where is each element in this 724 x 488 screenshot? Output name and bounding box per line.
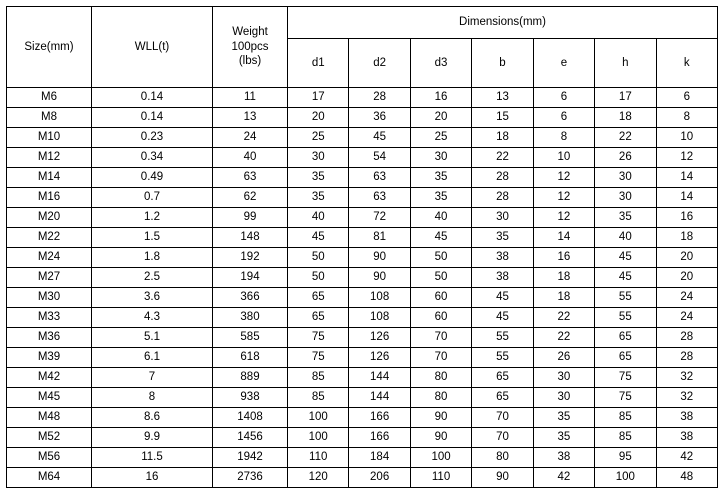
- cell-size: M64: [7, 468, 92, 488]
- table-row: [7, 128, 718, 148]
- cell-e: 8: [533, 128, 594, 148]
- cell-d3: 30: [410, 148, 471, 168]
- cell-wll: 0.23: [92, 128, 213, 148]
- table-row: [7, 308, 718, 328]
- cell-k: 38: [656, 428, 717, 448]
- cell-d1: 65: [288, 288, 349, 308]
- cell-h: 75: [595, 388, 656, 408]
- cell-size: M42: [7, 368, 92, 388]
- cell-wll: 0.14: [92, 108, 213, 128]
- cell-k: 32: [656, 388, 717, 408]
- cell-d1: 20: [288, 108, 349, 128]
- table-row: [7, 288, 718, 308]
- cell-d1: 110: [288, 448, 349, 468]
- column-header-d2: d2: [349, 38, 410, 87]
- cell-d2: 144: [349, 388, 410, 408]
- cell-d3: 90: [410, 428, 471, 448]
- cell-d1: 75: [288, 328, 349, 348]
- cell-d3: 60: [410, 288, 471, 308]
- cell-h: 55: [595, 308, 656, 328]
- cell-weight: 148: [213, 228, 288, 248]
- cell-d1: 100: [288, 428, 349, 448]
- cell-size: M48: [7, 408, 92, 428]
- cell-size: M33: [7, 308, 92, 328]
- cell-d3: 16: [410, 88, 471, 108]
- cell-k: 8: [656, 108, 717, 128]
- cell-d3: 70: [410, 348, 471, 368]
- cell-e: 6: [533, 88, 594, 108]
- cell-b: 28: [472, 188, 533, 208]
- table-body: [7, 88, 718, 488]
- cell-wll: 0.34: [92, 148, 213, 168]
- cell-d1: 30: [288, 148, 349, 168]
- cell-size: M39: [7, 348, 92, 368]
- cell-e: 22: [533, 308, 594, 328]
- cell-h: 45: [595, 268, 656, 288]
- cell-h: 85: [595, 408, 656, 428]
- cell-h: 30: [595, 188, 656, 208]
- cell-size: M52: [7, 428, 92, 448]
- table-row: [7, 148, 718, 168]
- cell-k: 6: [656, 88, 717, 108]
- cell-wll: 11.5: [92, 448, 213, 468]
- cell-weight: 11: [213, 88, 288, 108]
- cell-size: M30: [7, 288, 92, 308]
- cell-weight: 63: [213, 168, 288, 188]
- cell-d3: 50: [410, 268, 471, 288]
- cell-e: 12: [533, 188, 594, 208]
- cell-size: M14: [7, 168, 92, 188]
- cell-size: M27: [7, 268, 92, 288]
- cell-weight: 99: [213, 208, 288, 228]
- cell-d3: 60: [410, 308, 471, 328]
- weight-label-line-1: Weight: [232, 26, 268, 39]
- cell-wll: 2.5: [92, 268, 213, 288]
- cell-d2: 166: [349, 428, 410, 448]
- cell-size: M20: [7, 208, 92, 228]
- cell-d2: 206: [349, 468, 410, 488]
- cell-size: M6: [7, 88, 92, 108]
- cell-b: 22: [472, 148, 533, 168]
- cell-d1: 85: [288, 388, 349, 408]
- column-header-d3: d3: [410, 38, 471, 87]
- cell-weight: 194: [213, 268, 288, 288]
- cell-wll: 4.3: [92, 308, 213, 328]
- cell-h: 75: [595, 368, 656, 388]
- cell-e: 30: [533, 368, 594, 388]
- cell-d2: 81: [349, 228, 410, 248]
- cell-d3: 25: [410, 128, 471, 148]
- cell-weight: 889: [213, 368, 288, 388]
- table-header: [7, 7, 718, 88]
- cell-h: 26: [595, 148, 656, 168]
- cell-k: 10: [656, 128, 717, 148]
- cell-b: 70: [472, 428, 533, 448]
- cell-e: 18: [533, 288, 594, 308]
- cell-b: 90: [472, 468, 533, 488]
- cell-d3: 80: [410, 368, 471, 388]
- cell-k: 38: [656, 408, 717, 428]
- cell-k: 28: [656, 348, 717, 368]
- cell-b: 55: [472, 348, 533, 368]
- cell-d3: 20: [410, 108, 471, 128]
- weight-label-line-2: 100pcs: [231, 40, 269, 53]
- cell-size: M8: [7, 108, 92, 128]
- cell-b: 65: [472, 388, 533, 408]
- cell-h: 95: [595, 448, 656, 468]
- table-row: [7, 468, 718, 488]
- column-header-d1: d1: [288, 38, 349, 87]
- cell-h: 85: [595, 428, 656, 448]
- cell-d1: 25: [288, 128, 349, 148]
- cell-size: M12: [7, 148, 92, 168]
- cell-d2: 72: [349, 208, 410, 228]
- cell-weight: 2736: [213, 468, 288, 488]
- cell-d2: 126: [349, 348, 410, 368]
- cell-d2: 54: [349, 148, 410, 168]
- cell-h: 30: [595, 168, 656, 188]
- cell-weight: 62: [213, 188, 288, 208]
- cell-k: 48: [656, 468, 717, 488]
- cell-d2: 45: [349, 128, 410, 148]
- cell-d3: 80: [410, 388, 471, 408]
- cell-b: 35: [472, 228, 533, 248]
- cell-size: M10: [7, 128, 92, 148]
- cell-k: 42: [656, 448, 717, 468]
- cell-k: 18: [656, 228, 717, 248]
- cell-e: 10: [533, 148, 594, 168]
- cell-k: 20: [656, 248, 717, 268]
- cell-b: 38: [472, 268, 533, 288]
- cell-size: M45: [7, 388, 92, 408]
- cell-e: 12: [533, 208, 594, 228]
- table-row: [7, 348, 718, 368]
- cell-wll: 0.7: [92, 188, 213, 208]
- cell-e: 35: [533, 428, 594, 448]
- cell-k: 14: [656, 188, 717, 208]
- cell-h: 100: [595, 468, 656, 488]
- column-header-size: Size(mm): [7, 7, 92, 88]
- cell-d1: 40: [288, 208, 349, 228]
- header-row-top: [7, 7, 718, 39]
- cell-h: 17: [595, 88, 656, 108]
- cell-b: 18: [472, 128, 533, 148]
- cell-h: 35: [595, 208, 656, 228]
- cell-d1: 35: [288, 168, 349, 188]
- cell-size: M16: [7, 188, 92, 208]
- cell-d1: 17: [288, 88, 349, 108]
- cell-weight: 24: [213, 128, 288, 148]
- cell-weight: 366: [213, 288, 288, 308]
- column-header-wll: WLL(t): [92, 7, 213, 88]
- cell-b: 70: [472, 408, 533, 428]
- cell-h: 55: [595, 288, 656, 308]
- cell-wll: 8.6: [92, 408, 213, 428]
- table-row: [7, 428, 718, 448]
- cell-k: 20: [656, 268, 717, 288]
- cell-k: 28: [656, 328, 717, 348]
- cell-e: 18: [533, 268, 594, 288]
- cell-b: 28: [472, 168, 533, 188]
- cell-d2: 144: [349, 368, 410, 388]
- column-header-k: k: [656, 38, 717, 87]
- cell-d3: 70: [410, 328, 471, 348]
- cell-size: M24: [7, 248, 92, 268]
- cell-wll: 5.1: [92, 328, 213, 348]
- cell-wll: 6.1: [92, 348, 213, 368]
- cell-d1: 35: [288, 188, 349, 208]
- cell-h: 18: [595, 108, 656, 128]
- cell-e: 30: [533, 388, 594, 408]
- cell-d3: 110: [410, 468, 471, 488]
- table-row: [7, 188, 718, 208]
- cell-d3: 90: [410, 408, 471, 428]
- cell-d2: 36: [349, 108, 410, 128]
- cell-b: 65: [472, 368, 533, 388]
- cell-d3: 45: [410, 228, 471, 248]
- cell-size: M56: [7, 448, 92, 468]
- cell-wll: 1.2: [92, 208, 213, 228]
- cell-wll: 0.49: [92, 168, 213, 188]
- cell-d2: 126: [349, 328, 410, 348]
- cell-d3: 50: [410, 248, 471, 268]
- table-row: [7, 368, 718, 388]
- cell-e: 16: [533, 248, 594, 268]
- weight-label-line-3: (lbs): [238, 55, 262, 68]
- cell-h: 22: [595, 128, 656, 148]
- cell-k: 14: [656, 168, 717, 188]
- cell-weight: 40: [213, 148, 288, 168]
- cell-weight: 13: [213, 108, 288, 128]
- cell-h: 40: [595, 228, 656, 248]
- cell-d3: 35: [410, 188, 471, 208]
- cell-weight: 618: [213, 348, 288, 368]
- cell-weight: 1942: [213, 448, 288, 468]
- table-row: [7, 448, 718, 468]
- cell-h: 65: [595, 348, 656, 368]
- cell-e: 14: [533, 228, 594, 248]
- cell-b: 45: [472, 288, 533, 308]
- cell-k: 24: [656, 288, 717, 308]
- cell-weight: 1456: [213, 428, 288, 448]
- cell-d2: 166: [349, 408, 410, 428]
- cell-k: 32: [656, 368, 717, 388]
- cell-e: 38: [533, 448, 594, 468]
- cell-d1: 85: [288, 368, 349, 388]
- table-row: [7, 328, 718, 348]
- table-row: [7, 168, 718, 188]
- column-header-b: b: [472, 38, 533, 87]
- table-row: [7, 248, 718, 268]
- cell-weight: 585: [213, 328, 288, 348]
- cell-k: 24: [656, 308, 717, 328]
- specification-table: [6, 6, 718, 488]
- table-row: [7, 88, 718, 108]
- cell-size: M36: [7, 328, 92, 348]
- cell-b: 38: [472, 248, 533, 268]
- cell-wll: 7: [92, 368, 213, 388]
- cell-d3: 35: [410, 168, 471, 188]
- column-header-dimensions: Dimensions(mm): [288, 7, 718, 39]
- cell-d2: 63: [349, 168, 410, 188]
- cell-wll: 16: [92, 468, 213, 488]
- cell-k: 12: [656, 148, 717, 168]
- cell-wll: 9.9: [92, 428, 213, 448]
- column-header-e: e: [533, 38, 594, 87]
- cell-d2: 90: [349, 268, 410, 288]
- column-header-weight: [213, 7, 288, 88]
- table-row: [7, 208, 718, 228]
- cell-d1: 50: [288, 248, 349, 268]
- cell-e: 26: [533, 348, 594, 368]
- cell-wll: 3.6: [92, 288, 213, 308]
- cell-e: 6: [533, 108, 594, 128]
- cell-e: 22: [533, 328, 594, 348]
- cell-d1: 45: [288, 228, 349, 248]
- cell-d2: 108: [349, 308, 410, 328]
- column-header-h: h: [595, 38, 656, 87]
- cell-weight: 380: [213, 308, 288, 328]
- cell-wll: 0.14: [92, 88, 213, 108]
- cell-b: 13: [472, 88, 533, 108]
- cell-d1: 65: [288, 308, 349, 328]
- cell-d3: 40: [410, 208, 471, 228]
- cell-k: 16: [656, 208, 717, 228]
- cell-h: 45: [595, 248, 656, 268]
- cell-wll: 1.8: [92, 248, 213, 268]
- cell-d1: 75: [288, 348, 349, 368]
- cell-d3: 100: [410, 448, 471, 468]
- cell-b: 30: [472, 208, 533, 228]
- table-row: [7, 268, 718, 288]
- table-row: [7, 228, 718, 248]
- table-row: [7, 388, 718, 408]
- cell-weight: 1408: [213, 408, 288, 428]
- cell-wll: 1.5: [92, 228, 213, 248]
- table-row: [7, 408, 718, 428]
- cell-e: 42: [533, 468, 594, 488]
- cell-weight: 938: [213, 388, 288, 408]
- cell-h: 65: [595, 328, 656, 348]
- cell-d1: 100: [288, 408, 349, 428]
- cell-b: 45: [472, 308, 533, 328]
- cell-wll: 8: [92, 388, 213, 408]
- cell-e: 35: [533, 408, 594, 428]
- cell-b: 80: [472, 448, 533, 468]
- cell-weight: 192: [213, 248, 288, 268]
- cell-d2: 90: [349, 248, 410, 268]
- cell-d2: 28: [349, 88, 410, 108]
- cell-d1: 50: [288, 268, 349, 288]
- cell-e: 12: [533, 168, 594, 188]
- cell-d2: 63: [349, 188, 410, 208]
- cell-size: M22: [7, 228, 92, 248]
- cell-d2: 108: [349, 288, 410, 308]
- table-row: [7, 108, 718, 128]
- cell-d2: 184: [349, 448, 410, 468]
- cell-b: 55: [472, 328, 533, 348]
- cell-d1: 120: [288, 468, 349, 488]
- cell-b: 15: [472, 108, 533, 128]
